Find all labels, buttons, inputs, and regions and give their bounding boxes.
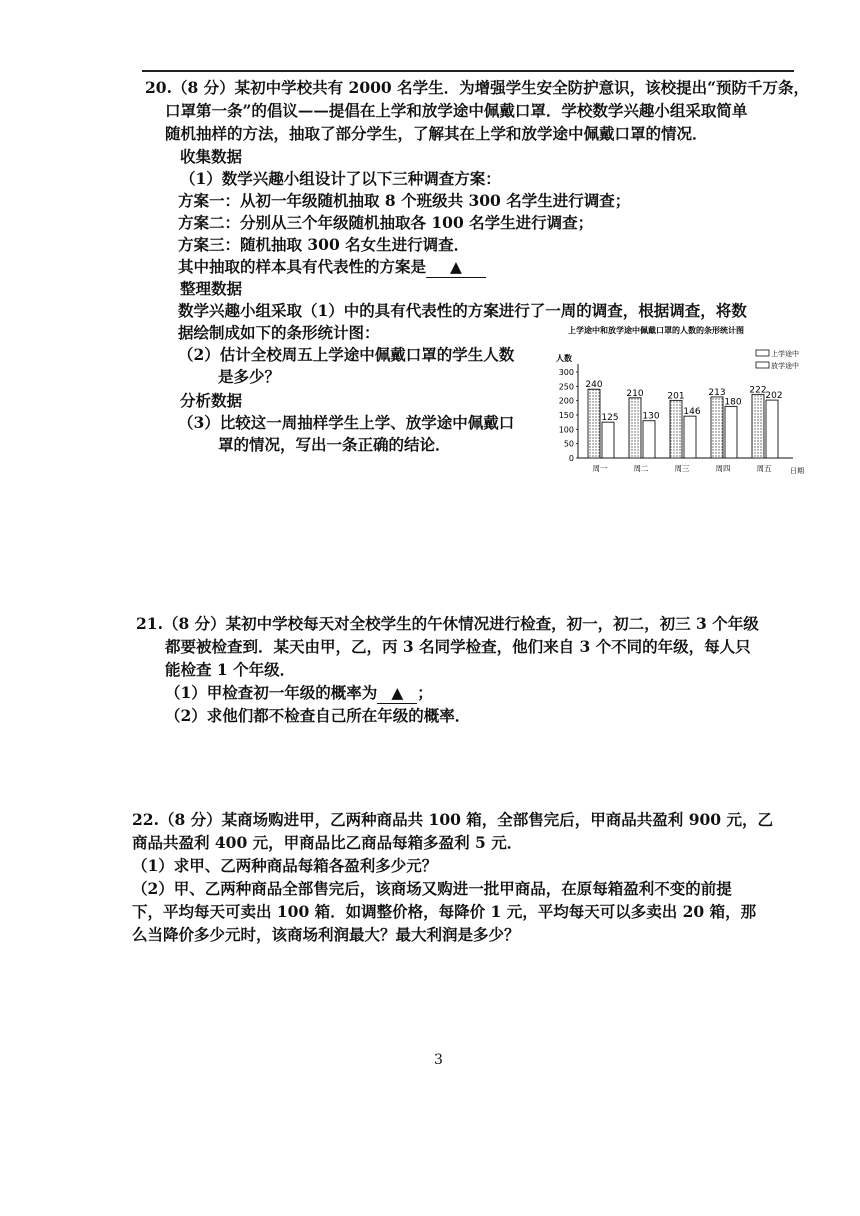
q21-p1-end: ； xyxy=(417,683,433,702)
bar-value-label: 210 xyxy=(626,388,644,399)
y-tick-label: 50 xyxy=(563,439,574,449)
x-tick-label: 周三 xyxy=(674,464,690,473)
q20-p1-question xyxy=(178,257,486,278)
q21-line1: 21.（8 分）某初中学校每天对全校学生的午休情况进行检查，初一，初二，初三 3 个年级 xyxy=(136,614,759,633)
legend-swatch-series-2 xyxy=(756,362,769,368)
legend-label-series-1: 上学途中 xyxy=(771,350,799,358)
q20-plan1: 方案一：从初一年级随机抽取 8 个班级共 300 名学生进行调查； xyxy=(178,191,631,210)
page-number: 3 xyxy=(434,1052,443,1068)
y-tick-label: 250 xyxy=(558,382,574,392)
q21-p2: （2）求他们都不检查自己所在年级的概率． xyxy=(165,706,471,725)
y-axis-label: 人数 xyxy=(556,354,572,363)
bar-series-2 xyxy=(643,421,655,458)
q20-p2-line1: （2）估计全校周五上学途中佩戴口罩的学生人数 xyxy=(178,345,515,364)
bar-value-label: 201 xyxy=(667,391,685,402)
bar-value-label: 125 xyxy=(601,413,619,424)
chart-legend xyxy=(756,349,799,370)
y-tick-label: 200 xyxy=(558,396,574,406)
q21-line2: 都要被检查到．某天由甲，乙，丙 3 名同学检查，他们来自 3 个不同的年级，每人只 xyxy=(165,637,751,656)
q20-organize-heading: 整理数据 xyxy=(180,279,243,298)
top-rule xyxy=(142,70,794,72)
bar-value-label: 240 xyxy=(585,380,603,391)
x-tick-label: 周一 xyxy=(592,464,608,473)
bar-series-2 xyxy=(766,400,778,458)
q20-p1-intro: （1）数学兴趣小组设计了以下三种调查方案： xyxy=(180,169,501,188)
q22-p2-line2: 下，平均每天可卖出 100 箱．如调整价格，每降价 1 元，平均每天可以多卖出 20 箱，那 xyxy=(132,902,757,921)
q20-plan3: 方案三：随机抽取 300 名女生进行调查． xyxy=(178,235,470,254)
y-tick-label: 150 xyxy=(558,411,574,420)
q20-organize-text2: 据绘制成如下的条形统计图： xyxy=(178,323,380,342)
bar-value-label: 180 xyxy=(724,397,742,408)
bar-series-1 xyxy=(670,400,682,458)
q22-line1: 22.（8 分）某商场购进甲，乙两种商品共 100 箱，全部售完后，甲商品共盈利 900 元，乙 xyxy=(132,810,773,829)
legend-swatch-series-1 xyxy=(756,350,769,356)
q22-p1: （1）求甲、乙两种商品每箱各盈利多少元？ xyxy=(132,856,438,875)
q20-p2-line2: 是多少？ xyxy=(218,367,281,386)
q21-p1 xyxy=(165,683,433,704)
answer-blank: ▲ xyxy=(377,683,417,704)
q20-p3-line1: （3）比较这一周抽样学生上学、放学途中佩戴口 xyxy=(178,413,515,432)
bar-value-label: 213 xyxy=(708,387,726,398)
x-tick-label: 周二 xyxy=(633,464,649,473)
q20-collect-heading: 收集数据 xyxy=(180,147,243,166)
bar-series-1 xyxy=(588,389,600,458)
bar-series-1 xyxy=(629,398,641,458)
bar-series-1 xyxy=(711,397,723,458)
q22-p2-line1: （2）甲、乙两种商品全部售完后，该商场又购进一批甲商品，在原每箱盈利不变的前提 xyxy=(132,879,732,898)
bar-series-2 xyxy=(684,416,696,458)
q20-line1: 20.（8 分）某初中学校共有 2000 名学生．为增强学生安全防护意识，该校提出“预防千万条， xyxy=(145,78,809,97)
bar-value-label: 146 xyxy=(683,407,701,418)
q20-p1-question-text: 其中抽取的样本具有代表性的方案是 xyxy=(178,257,427,276)
q20-p3-line2: 罩的情况，写出一条正确的结论． xyxy=(218,435,451,454)
answer-blank: ▲ xyxy=(426,257,486,278)
bar-value-label: 130 xyxy=(642,411,660,422)
x-axis-label: 日期 xyxy=(790,467,804,475)
q20-organize-text1: 数学兴趣小组采取（1）中的具有代表性的方案进行了一周的调查，根据调查，将数 xyxy=(178,301,747,320)
q21-line3: 能检查 1 个年级． xyxy=(165,660,296,679)
q20-line3: 随机抽样的方法，抽取了部分学生，了解其在上学和放学途中佩戴口罩的情况． xyxy=(165,124,708,143)
q20-plan2: 方案二：分别从三个年级随机抽取各 100 名学生进行调查； xyxy=(178,213,594,232)
q22-line2: 商品共盈利 400 元，甲商品比乙商品每箱多盈利 5 元． xyxy=(132,833,523,852)
y-tick-label: 0 xyxy=(568,454,574,463)
q20-analyze-heading: 分析数据 xyxy=(180,391,243,410)
q20-line2: 口罩第一条”的倡议——提倡在上学和放学途中佩戴口罩．学校数学兴趣小组采取简单 xyxy=(165,101,748,120)
bar-series-2 xyxy=(725,406,737,458)
chart-title: 上学途中和放学途中佩戴口罩的人数的条形统计图 xyxy=(568,326,744,335)
legend-label-series-2: 放学途中 xyxy=(771,362,799,370)
q22-p2-line3: 么当降价多少元时，该商场利润最大？最大利润是多少？ xyxy=(132,925,520,944)
bar-series-1 xyxy=(752,394,764,458)
y-tick-label: 300 xyxy=(558,368,574,377)
x-tick-label: 周四 xyxy=(715,464,731,473)
bar-chart xyxy=(550,320,812,480)
x-tick-label: 周五 xyxy=(756,464,772,473)
bar-value-label: 202 xyxy=(765,391,783,402)
y-tick-label: 100 xyxy=(558,425,574,435)
bar-value-label: 222 xyxy=(749,385,767,396)
bar-series-2 xyxy=(602,422,614,458)
chart-bars xyxy=(585,380,782,458)
q21-p1-text: （1）甲检查初一年级的概率为 xyxy=(165,683,378,702)
